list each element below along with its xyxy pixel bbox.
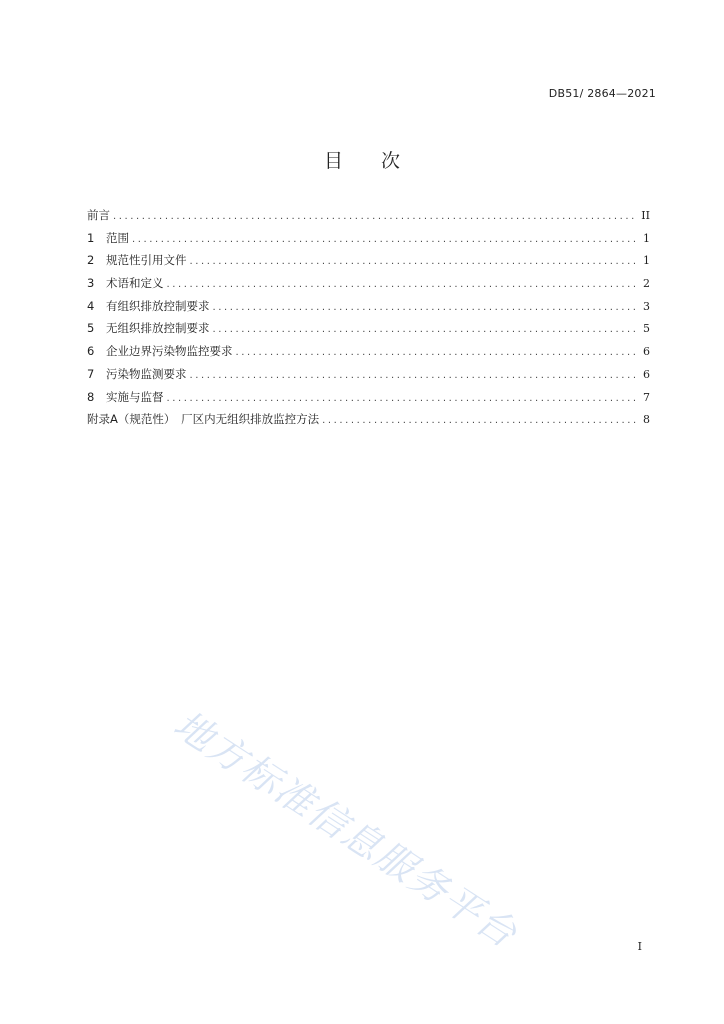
watermark: 地方标准信息服务平台 [166, 701, 526, 957]
toc-entry-label: 术语和定义 [106, 276, 164, 291]
toc-entry-label: 无组织排放控制要求 [106, 321, 210, 336]
toc-entry-4[interactable] [87, 295, 650, 318]
toc-entry-7[interactable] [87, 363, 650, 386]
toc-entry-number: 7 [87, 366, 95, 381]
toc-entry-label: 有组织排放控制要求 [106, 298, 210, 313]
toc-entry-label: 污染物监测要求 [106, 366, 187, 381]
toc-leader-dots [167, 388, 639, 411]
toc-entry-number: 6 [87, 344, 95, 359]
document-code: DB51/ 2864—2021 [548, 87, 656, 100]
toc-entry-number: 8 [87, 389, 95, 404]
toc-entry-5[interactable] [87, 317, 650, 340]
toc-entry-page: 8 [643, 413, 650, 427]
toc-entry-label: 实施与监督 [106, 389, 164, 404]
toc-leader-dots [167, 274, 639, 297]
toc-title [0, 146, 724, 173]
toc-entry-label: 附录A（规范性） 厂区内无组织排放监控方法 [87, 412, 320, 427]
toc-entry-page: 2 [643, 277, 650, 291]
toc-entry-number: 2 [87, 253, 95, 268]
toc-entry-page: 1 [643, 254, 650, 268]
toc-entry-label: 企业边界污染物监控要求 [106, 344, 233, 359]
toc-leader-dots [132, 229, 638, 252]
toc-entry-label: 范围 [106, 230, 129, 245]
page-number: I [637, 940, 642, 953]
toc-entry-1[interactable] [87, 227, 650, 250]
toc-entry-3[interactable] [87, 272, 650, 295]
toc-entry-page: 6 [643, 367, 650, 381]
toc-entry-page: 1 [643, 231, 650, 245]
toc-entry-page: 5 [643, 322, 650, 336]
toc-entry-number: 1 [87, 230, 95, 245]
toc-leader-dots [190, 251, 639, 274]
toc-entry-page: 7 [643, 390, 650, 404]
toc-entry-number: 4 [87, 298, 95, 313]
toc-leader-dots [236, 342, 639, 365]
toc-entry-6[interactable] [87, 340, 650, 363]
toc-leader-dots [322, 410, 638, 433]
toc-leader-dots [213, 297, 639, 320]
toc-entry-label: 前言 [87, 208, 110, 222]
table-of-contents [87, 204, 650, 431]
toc-entry-number: 3 [87, 276, 95, 291]
toc-title-char-2: 次 [381, 150, 401, 172]
toc-entry-8[interactable] [87, 386, 650, 409]
toc-leader-dots [190, 365, 639, 388]
toc-entry-appendix-a[interactable] [87, 408, 650, 431]
toc-entry-number: 5 [87, 321, 95, 336]
toc-leader-dots [213, 319, 639, 342]
toc-entry-label: 规范性引用文件 [106, 253, 187, 268]
toc-entry-2[interactable] [87, 249, 650, 272]
toc-leader-dots [113, 206, 637, 229]
toc-entry-page: 3 [643, 299, 650, 313]
toc-entry-foreword[interactable] [87, 204, 650, 227]
toc-entry-page: II [641, 209, 650, 222]
toc-title-char-1: 目 [323, 150, 343, 172]
toc-entry-page: 6 [643, 345, 650, 359]
